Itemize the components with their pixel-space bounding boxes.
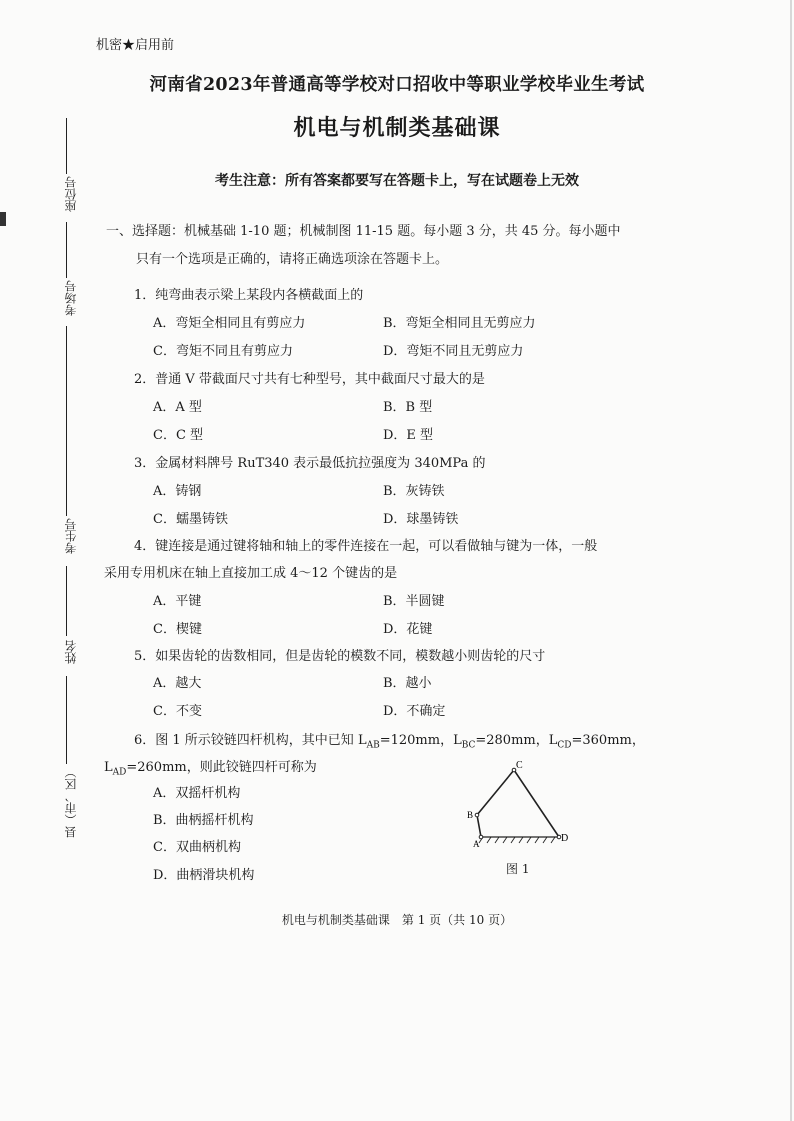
option-b[interactable]: B．B 型: [383, 400, 433, 415]
option-c[interactable]: C．不变: [153, 704, 202, 719]
label-a: A: [473, 839, 480, 849]
section-line-1: 一、选择题：机械基础 1-10 题；机械制图 11-15 题。每小题 3 分，共 45 分。每小题中: [106, 224, 621, 239]
question-stem: 1．纯弯曲表示梁上某段内各横截面上的: [134, 288, 364, 303]
option-a[interactable]: A．弯矩全相同且有剪应力: [153, 316, 306, 331]
option-b[interactable]: B．弯矩全相同且无剪应力: [383, 316, 536, 331]
binding-line: [66, 676, 67, 764]
side-label-exam-room: 考场号: [64, 280, 78, 316]
question-stem: 5．如果齿轮的齿数相同，但是齿轮的模数不同，模数越小则齿轮的尺寸: [134, 649, 546, 664]
ground-hatch: [479, 837, 555, 843]
option-b[interactable]: B．曲柄摇杆机构: [153, 813, 254, 828]
joint-b: [475, 813, 479, 817]
linkage-bars: [477, 770, 559, 837]
option-c[interactable]: C．楔键: [153, 622, 202, 637]
section-instructions: [106, 218, 636, 274]
option-c[interactable]: C．蠕墨铸铁: [153, 512, 228, 527]
question-stem-cont: $L_{AD}=260mm$，则此铰链四杆可称为: [104, 760, 317, 778]
question-stem: 2．普通 V 带截面尺寸共有七种型号，其中截面尺寸最大的是: [134, 372, 485, 387]
scan-edge: [790, 0, 792, 1121]
binding-line: [66, 222, 67, 278]
option-b[interactable]: B．半圆键: [383, 594, 445, 609]
joint-a: [479, 835, 483, 839]
option-c[interactable]: C．弯矩不同且有剪应力: [153, 344, 293, 359]
side-label-seat: 座位号: [64, 176, 78, 212]
label-b: B: [467, 810, 474, 820]
option-d[interactable]: D．E 型: [383, 428, 434, 443]
side-label-name: 姓名: [64, 640, 78, 664]
option-c[interactable]: C．双曲柄机构: [153, 840, 241, 855]
option-d[interactable]: D．球墨铸铁: [383, 512, 459, 527]
question-stem-cont: 采用专用机床在轴上直接加工成 4～12 个键齿的是: [104, 566, 398, 581]
option-d[interactable]: D．不确定: [383, 704, 446, 719]
question-stem: 6．图 1 所示铰链四杆机构，其中已知 $L_{AB}=120mm$，$L_{BC}=280mm$，$L_{CD}=360mm$，: [134, 733, 645, 751]
option-a[interactable]: A．双摇杆机构: [153, 786, 241, 801]
binding-line: [66, 566, 67, 636]
option-a[interactable]: A．平键: [153, 594, 202, 609]
option-c[interactable]: C．C 型: [153, 428, 204, 443]
option-a[interactable]: A．铸钢: [153, 484, 202, 499]
four-bar-linkage-figure: [455, 755, 585, 855]
question-stem: 3．金属材料牌号 RuT340 表示最低抗拉强度为 340MPa 的: [134, 456, 486, 471]
exam-title: 河南省2023年普通高等学校对口招收中等职业学校毕业生考试: [149, 75, 645, 95]
option-d[interactable]: D．弯矩不同且无剪应力: [383, 344, 524, 359]
confidential-mark: 机密★启用前: [96, 38, 175, 53]
side-label-student-no: 考生号: [64, 518, 78, 554]
option-b[interactable]: B．灰铸铁: [383, 484, 445, 499]
option-a[interactable]: A．越大: [153, 676, 202, 691]
figure-caption: 图 1: [506, 862, 530, 876]
option-d[interactable]: D．曲柄滑块机构: [153, 868, 255, 883]
label-c: C: [516, 760, 523, 771]
question-stem: 4．键连接是通过键将轴和轴上的零件连接在一起，可以看做轴与键为一体，一般: [134, 539, 598, 554]
binding-line: [66, 326, 67, 516]
side-label-county: 县（市、区）: [64, 766, 78, 838]
section-line-2: 只有一个选项是正确的，请将正确选项涂在答题卡上。: [136, 252, 449, 267]
exam-notice: 考生注意：所有答案都要写在答题卡上，写在试题卷上无效: [215, 173, 579, 189]
label-d: D: [561, 833, 569, 844]
page-footer: 机电与机制类基础课 第 1 页（共 10 页）: [281, 913, 513, 927]
option-d[interactable]: D．花键: [383, 622, 433, 637]
option-a[interactable]: A．A 型: [153, 400, 202, 415]
binding-mark: [0, 212, 6, 226]
option-b[interactable]: B．越小: [383, 676, 432, 691]
subject-title: 机电与机制类基础课: [293, 115, 501, 141]
